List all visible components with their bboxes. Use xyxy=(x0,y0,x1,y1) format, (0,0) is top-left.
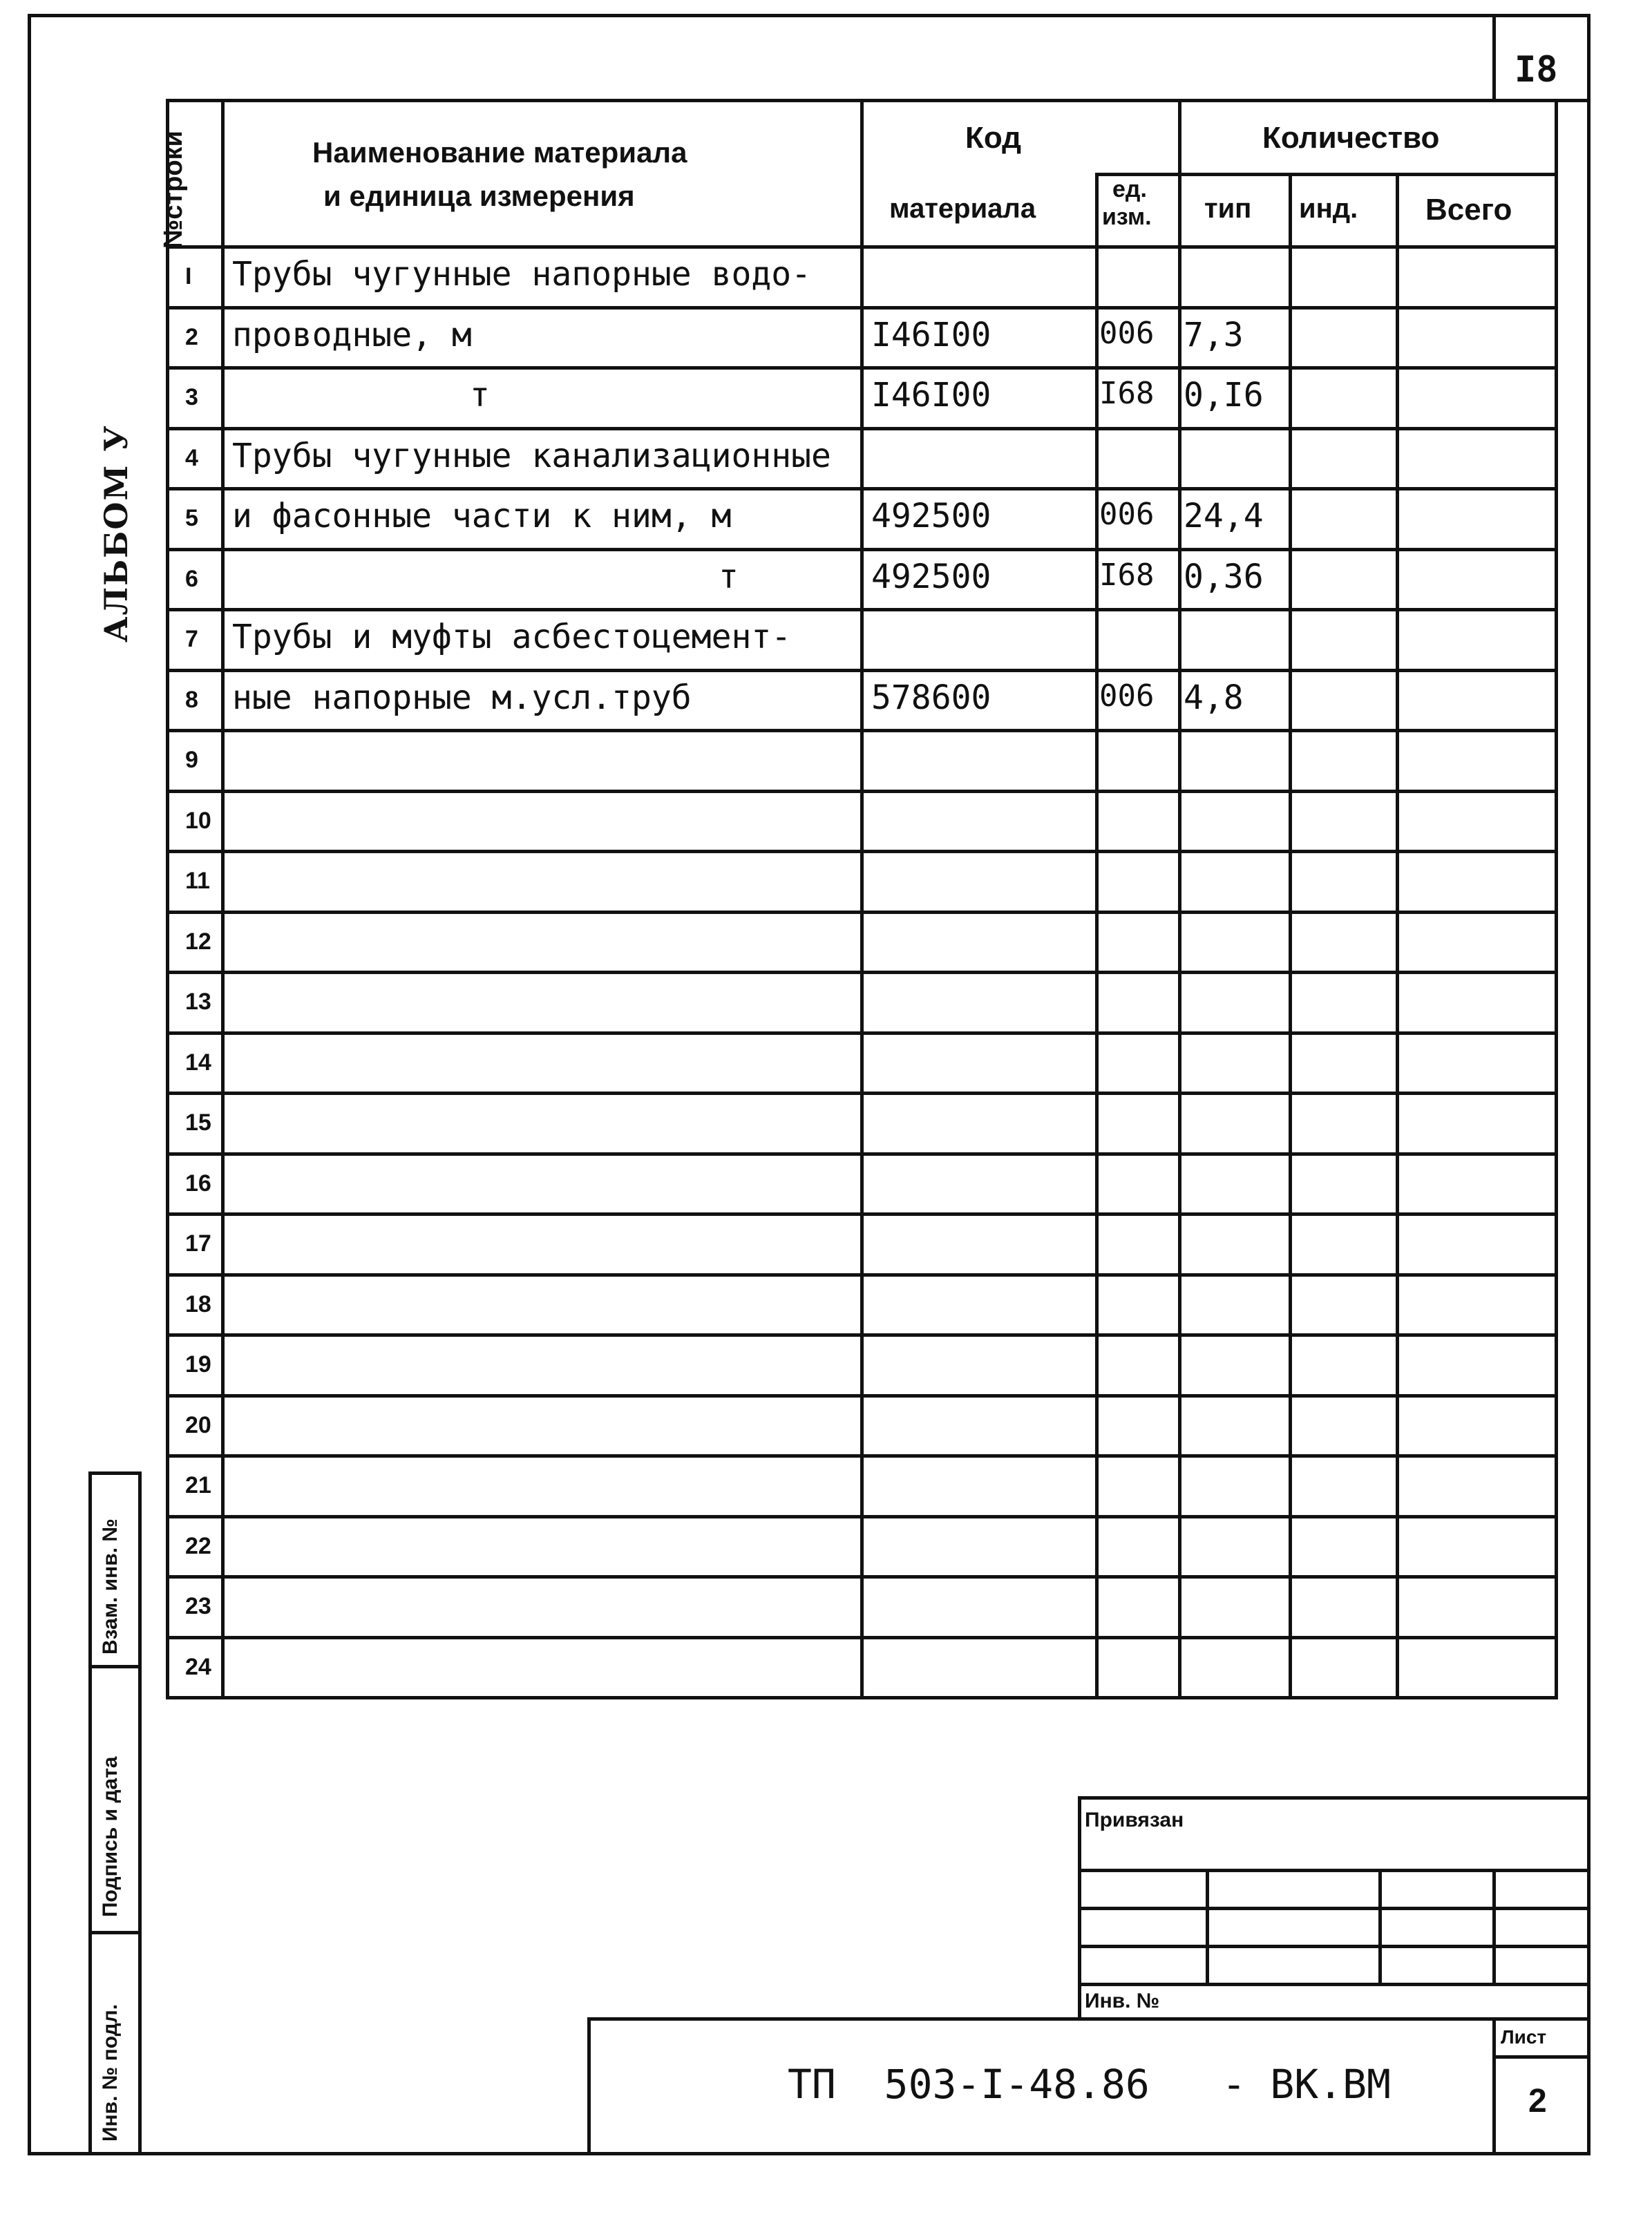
cell-code: 492500 xyxy=(871,497,991,535)
cell-n: 5 xyxy=(185,505,198,531)
title-block-top xyxy=(587,2017,1591,2021)
row-line xyxy=(166,1575,1555,1579)
header-qty-total: Всего xyxy=(1425,193,1512,227)
row-line xyxy=(166,1394,1555,1398)
cell-n: 9 xyxy=(185,747,198,773)
cell-type: 7,3 xyxy=(1184,315,1244,354)
side-stamp-sep1 xyxy=(88,1665,140,1668)
cell-n: 7 xyxy=(185,626,198,652)
title-block-list-sep xyxy=(1492,2055,1591,2059)
list-label: Лист xyxy=(1501,2026,1547,2048)
row-line xyxy=(166,1454,1555,1458)
cell-n: 23 xyxy=(185,1593,211,1619)
row-line xyxy=(166,1515,1555,1518)
row-line xyxy=(166,971,1555,974)
cell-code: I46I00 xyxy=(871,315,991,354)
cell-n: 11 xyxy=(185,868,210,894)
cell-code: 492500 xyxy=(871,557,991,596)
col-line-type xyxy=(1289,173,1292,1696)
row-line xyxy=(166,427,1555,430)
list-number: 2 xyxy=(1528,2083,1547,2119)
side-stamp-right xyxy=(138,1471,142,2155)
cell-name: т xyxy=(470,376,490,415)
stamp-privyazan: Привязан xyxy=(1085,1809,1184,1831)
header-code-unit-1: ед. xyxy=(1112,176,1147,202)
stamp-vline-4 xyxy=(1492,1869,1496,1983)
cell-n: 6 xyxy=(185,565,198,592)
cell-name: ные напорные м.усл.труб xyxy=(232,678,692,717)
cell-name: Трубы и муфты асбестоцемент- xyxy=(232,618,792,656)
header-row-no: №строки xyxy=(159,131,188,249)
row-line xyxy=(166,1696,1555,1699)
stamp-vline-3 xyxy=(1378,1869,1382,1983)
cell-type: 4,8 xyxy=(1184,678,1244,717)
cell-unit: I68 xyxy=(1099,557,1155,593)
cell-type: 0,I6 xyxy=(1184,376,1264,415)
stamp-line-4 xyxy=(1078,1945,1591,1948)
cell-n: 22 xyxy=(185,1532,211,1559)
side-stamp-top xyxy=(88,1471,140,1475)
cell-n: 16 xyxy=(185,1170,211,1197)
header-qty-type: тип xyxy=(1204,193,1252,224)
header-code: Код xyxy=(965,121,1022,155)
header-code-unit-2: изм. xyxy=(1102,204,1152,230)
header-code-material: материала xyxy=(889,193,1036,224)
side-stamp-inv-podl: Инв. № подл. xyxy=(99,2003,122,2142)
side-stamp-left xyxy=(88,1471,92,2155)
row-line xyxy=(166,548,1555,551)
header-quantity: Количество xyxy=(1262,121,1440,155)
cell-n: 21 xyxy=(185,1472,211,1498)
cell-code: 578600 xyxy=(871,678,991,717)
cell-type: 24,4 xyxy=(1184,497,1264,535)
row-line xyxy=(166,1092,1555,1095)
cell-n: 24 xyxy=(185,1653,211,1680)
header-mid-line xyxy=(1095,173,1555,176)
row-line xyxy=(166,790,1555,793)
row-line xyxy=(166,729,1555,732)
cell-type: 0,36 xyxy=(1184,557,1264,596)
stamp-line-5 xyxy=(1078,1983,1591,1986)
cell-n: 14 xyxy=(185,1049,211,1076)
col-line-ind xyxy=(1396,173,1399,1696)
side-stamp-sep2 xyxy=(88,1931,140,1934)
album-label: АЛЬБОМ У xyxy=(97,424,135,642)
header-qty-ind: инд. xyxy=(1299,193,1358,224)
row-line xyxy=(166,850,1555,853)
header-name-line1: Наименование материала xyxy=(312,136,687,169)
stamp-vline-1 xyxy=(1078,1796,1081,2021)
cell-n: 17 xyxy=(185,1230,211,1257)
corner-box-left xyxy=(1492,14,1496,102)
cell-name: Трубы чугунные канализационные xyxy=(232,436,831,475)
header-name-line2: и единица измерения xyxy=(323,180,635,212)
row-line xyxy=(166,306,1555,309)
row-line xyxy=(166,1333,1555,1337)
cell-n: 12 xyxy=(185,928,211,955)
cell-unit: 006 xyxy=(1099,497,1155,532)
row-line xyxy=(166,669,1555,672)
row-line xyxy=(166,1212,1555,1216)
stamp-line-3 xyxy=(1078,1907,1591,1910)
row-line xyxy=(166,366,1555,370)
cell-name: проводные, м xyxy=(232,315,472,354)
title-block-left xyxy=(587,2017,591,2155)
cell-n: 13 xyxy=(185,989,211,1015)
cell-unit: 006 xyxy=(1099,315,1155,351)
cell-n: 4 xyxy=(185,444,198,471)
sheet-corner-number: I8 xyxy=(1515,49,1558,90)
row-line xyxy=(166,1636,1555,1639)
cell-n: 10 xyxy=(185,807,211,834)
table-left-line xyxy=(166,99,169,1699)
cell-unit: I68 xyxy=(1099,376,1155,411)
cell-n: 3 xyxy=(185,384,198,410)
cell-unit: 006 xyxy=(1099,678,1155,714)
cell-n: 15 xyxy=(185,1109,211,1136)
table-right-line xyxy=(1555,99,1558,1699)
cell-name: Трубы чугунные напорные водо- xyxy=(232,255,812,294)
cell-n: 2 xyxy=(185,323,198,350)
col-line-unit xyxy=(1095,173,1099,1696)
row-line xyxy=(166,1152,1555,1156)
cell-n: 18 xyxy=(185,1290,211,1317)
stamp-line-1 xyxy=(1078,1796,1591,1800)
cell-name: т xyxy=(719,557,739,596)
row-line xyxy=(166,1273,1555,1277)
side-stamp-podpis: Подпись и дата xyxy=(99,1756,122,1917)
cell-name: и фасонные части к ним, м xyxy=(232,497,732,535)
stamp-line-2 xyxy=(1078,1869,1591,1872)
row-line xyxy=(166,1031,1555,1035)
row-line xyxy=(166,608,1555,611)
stamp-inv-no: Инв. № xyxy=(1085,1990,1160,2012)
side-stamp-vzam: Взам. инв. № xyxy=(99,1518,122,1655)
row-line xyxy=(166,911,1555,914)
cell-n: 8 xyxy=(185,686,198,713)
row-line xyxy=(166,487,1555,490)
title-block-list-left xyxy=(1492,2017,1496,2155)
document-code: ТП 503-I-48.86 - ВК.ВМ xyxy=(788,2061,1391,2108)
cell-code: I46I00 xyxy=(871,376,991,415)
stamp-vline-2 xyxy=(1206,1869,1209,1983)
cell-n: 20 xyxy=(185,1411,211,1438)
cell-n: I xyxy=(185,263,192,289)
cell-n: 19 xyxy=(185,1351,211,1378)
